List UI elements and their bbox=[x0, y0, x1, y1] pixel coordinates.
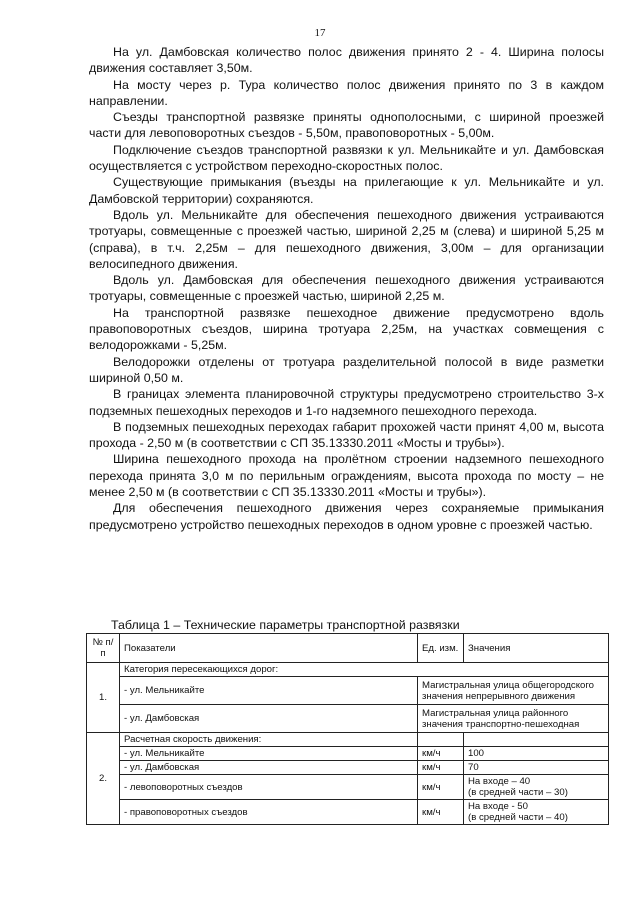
table-header-row bbox=[87, 634, 609, 663]
table-row bbox=[87, 761, 609, 775]
unit-cell bbox=[418, 733, 464, 747]
category-title: Категория пересекающихся дорог: bbox=[120, 663, 609, 677]
indicator-cell: - правоповоротных съездов bbox=[120, 800, 418, 825]
row-number: 2. bbox=[87, 733, 120, 825]
value-cell bbox=[464, 800, 609, 825]
header-indicator: Показатели bbox=[120, 634, 418, 663]
unit-cell: км/ч bbox=[418, 800, 464, 825]
unit-cell: км/ч bbox=[418, 761, 464, 775]
paragraph: Подключение съездов транспортной развязки к ул. Мельникайте и ул. Дамбовская осуществляется с устройством переходно-скоростных полос. bbox=[89, 142, 604, 174]
indicator-cell: - ул. Дамбовская bbox=[120, 761, 418, 775]
indicator-cell: - ул. Дамбовская bbox=[120, 705, 418, 733]
table-row bbox=[87, 677, 609, 705]
value-cell bbox=[464, 747, 609, 761]
page-number: 17 bbox=[314, 27, 326, 39]
table-row bbox=[87, 747, 609, 761]
header-value: Значения bbox=[464, 634, 609, 663]
value-cell: Магистральная улица общегородского значения непрерывного движения bbox=[418, 677, 609, 705]
header-num: № п/п bbox=[87, 634, 120, 663]
table-row bbox=[87, 663, 609, 677]
category-title: Расчетная скорость движения: bbox=[120, 733, 418, 747]
value-line: 70 bbox=[468, 762, 479, 773]
paragraph: На транспортной развязке пешеходное движение предусмотрено вдоль правоповоротных съездов, ширина тротуара 2,25м, на участках совмещения с велодорожками - 5,25м. bbox=[89, 305, 604, 353]
paragraph: На ул. Дамбовская количество полос движения принято 2 - 4. Ширина полосы движения составляет 3,50м. bbox=[89, 45, 604, 76]
unit-cell: км/ч bbox=[418, 775, 464, 800]
body-text bbox=[89, 44, 604, 533]
value-line: На входе – 40 bbox=[468, 776, 531, 787]
paragraph: Для обеспечения пешеходного движения через сохраняемые примыкания предусмотрено устройство пешеходных переходов в одном уровне с проезжей частью. bbox=[89, 501, 604, 532]
indicator-cell: - ул. Мельникайте bbox=[120, 747, 418, 761]
table-row bbox=[87, 733, 609, 747]
paragraph: Существующие примыкания (въезды на прилегающие к ул. Мельникайте и ул. Дамбовской территории) сохраняются. bbox=[89, 175, 604, 206]
row-number: 1. bbox=[87, 663, 120, 733]
paragraph: Съезды транспортной развязке приняты однополосными, с шириной проезжей части для левоповоротных съездов - 5,50м, правоповоротных - 5,00м. bbox=[89, 110, 604, 141]
paragraph: В подземных пешеходных переходах габарит прохожей части принят 4,00 м, высота прохода - 2,50 м (в соответствии с СП 35.13330.2011 «Мосты и трубы»). bbox=[89, 419, 604, 451]
paragraph: Вдоль ул. Мельникайте для обеспечения пешеходного движения устраиваются тротуары, совмещенные с проезжей частью, шириной 2,25 м (слева) и шириной 5,25 м (справа), в т.ч. 2,25м – для пешеходного движения, 3,00м – для организации велосипедного движения. bbox=[89, 207, 604, 271]
paragraph: Ширина пешеходного прохода на пролётном строении надземного пешеходного перехода принята 3,0 м по перильным ограждениям, высота прохода по мосту – не менее 2,50 м (в соответствии с СП 35.13330.2011 «Мосты и трубы»). bbox=[89, 452, 604, 500]
value-cell bbox=[464, 761, 609, 775]
value-cell: Магистральная улица районного значения транспортно-пешеходная bbox=[418, 705, 609, 733]
value-line: 100 bbox=[468, 748, 485, 759]
paragraph: На мосту через р. Тура количество полос движения принято по 3 в каждом направлении. bbox=[89, 77, 604, 108]
value-cell bbox=[464, 733, 609, 747]
paragraph: В границах элемента планировочной структуры предусмотрено строительство 3-х подземных пешеходных переходов и 1-го надземного пешеходного перехода. bbox=[89, 387, 604, 418]
value-line: (в средней части – 30) bbox=[468, 787, 568, 798]
table-row bbox=[87, 705, 609, 733]
table-row bbox=[87, 775, 609, 800]
indicator-cell: - ул. Мельникайте bbox=[120, 677, 418, 705]
parameters-table bbox=[86, 633, 609, 825]
value-cell bbox=[464, 775, 609, 800]
value-line: На входе - 50 bbox=[468, 801, 528, 812]
table-row bbox=[87, 800, 609, 825]
paragraph: Велодорожки отделены от тротуара разделительной полосой в виде разметки шириной 0,50 м. bbox=[89, 354, 604, 385]
indicator-cell: - левоповоротных съездов bbox=[120, 775, 418, 800]
table-caption: Таблица 1 – Технические параметры транспортной развязки bbox=[111, 618, 460, 632]
header-unit: Ед. изм. bbox=[418, 634, 464, 663]
paragraph: Вдоль ул. Дамбовская для обеспечения пешеходного движения устраиваются тротуары, совмещенные с проезжей частью, шириной 2,25 м. bbox=[89, 273, 604, 304]
value-line: (в средней части – 40) bbox=[468, 812, 568, 823]
unit-cell: км/ч bbox=[418, 747, 464, 761]
